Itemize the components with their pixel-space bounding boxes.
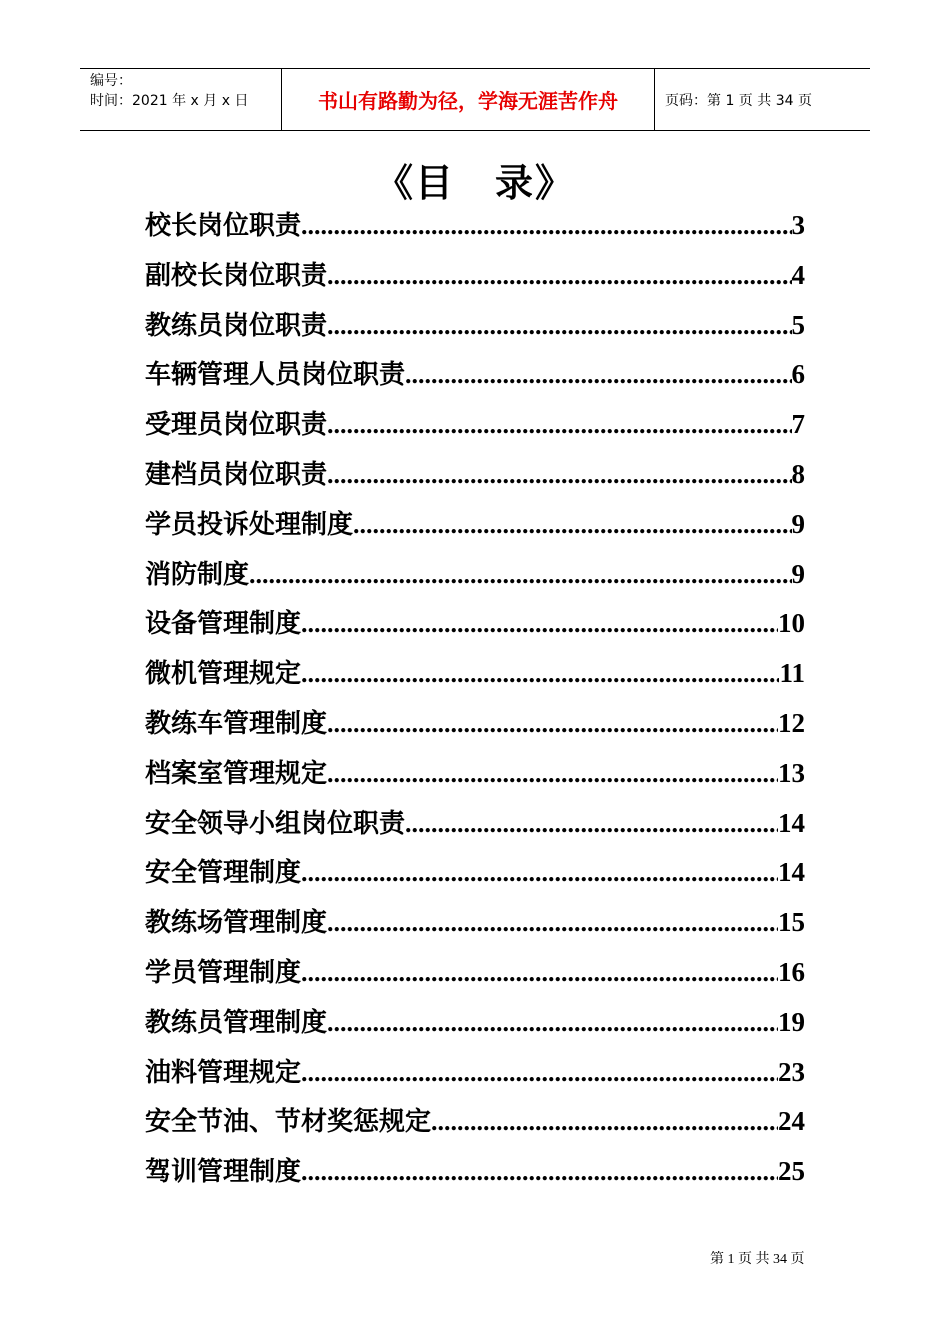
toc-entry-page: 14 <box>778 857 805 888</box>
toc-entry-page: 6 <box>791 359 805 390</box>
page-footer: 第 1 页 共 34 页 <box>710 1252 805 1267</box>
toc-entry-label: 教练员岗位职责 <box>145 310 328 341</box>
toc-entry[interactable] <box>145 504 805 554</box>
toc-entry-page: 13 <box>778 757 805 788</box>
toc-leader-dots <box>353 510 791 540</box>
toc-leader-dots <box>327 460 791 490</box>
toc-leader-dots <box>327 311 791 341</box>
toc-entry[interactable] <box>145 1052 805 1102</box>
toc-leader-dots <box>249 560 791 590</box>
toc-entry-label: 档案室管理规定 <box>145 758 328 789</box>
toc-entry-page: 19 <box>778 1006 805 1037</box>
toc-entry-page: 9 <box>791 558 805 589</box>
toc-entry-page: 7 <box>791 409 805 440</box>
toc-entry-label: 教练场管理制度 <box>145 908 328 939</box>
toc-leader-dots <box>301 1058 778 1088</box>
toc-leader-dots <box>327 709 778 739</box>
toc-entry-page: 12 <box>778 707 805 738</box>
toc-entry-page: 24 <box>778 1106 805 1137</box>
toc-entry-page: 11 <box>779 658 805 689</box>
toc-leader-dots <box>327 261 791 291</box>
toc-entry-label: 安全节油、节材奖惩规定 <box>145 1107 432 1138</box>
toc-entry-page: 14 <box>778 807 805 838</box>
toc-leader-dots <box>327 1008 778 1038</box>
number-label: 编号： <box>90 73 132 89</box>
toc-entry-page: 23 <box>778 1056 805 1087</box>
toc-entry-label: 油料管理规定 <box>145 1057 302 1088</box>
toc-entry-page: 15 <box>778 907 805 938</box>
toc-entry[interactable] <box>145 852 805 902</box>
table-of-contents <box>145 205 805 1201</box>
toc-entry[interactable] <box>145 753 805 803</box>
toc-leader-dots <box>301 1157 778 1187</box>
toc-leader-dots <box>327 908 778 938</box>
toc-leader-dots <box>301 659 779 689</box>
toc-entry-label: 教练车管理制度 <box>145 708 328 739</box>
toc-entry-label: 微机管理规定 <box>145 659 302 690</box>
toc-entry-page: 4 <box>791 259 805 290</box>
toc-leader-dots <box>327 759 778 789</box>
toc-entry[interactable] <box>145 305 805 355</box>
toc-leader-dots <box>301 858 778 888</box>
toc-entry-page: 9 <box>791 508 805 539</box>
toc-leader-dots <box>301 958 778 988</box>
header-page-info: 页码：第 1 页 共 34 页 <box>665 92 812 109</box>
toc-entry-label: 设备管理制度 <box>145 609 302 640</box>
toc-entry[interactable] <box>145 952 805 1002</box>
document-header <box>80 68 870 131</box>
toc-entry[interactable] <box>145 554 805 604</box>
toc-entry-label: 学员投诉处理制度 <box>145 509 354 540</box>
toc-leader-dots <box>327 410 791 440</box>
toc-entry[interactable] <box>145 1151 805 1201</box>
toc-entry[interactable] <box>145 653 805 703</box>
toc-entry[interactable] <box>145 902 805 952</box>
toc-entry-page: 10 <box>778 608 805 639</box>
toc-entry[interactable] <box>145 354 805 404</box>
toc-title: 《目 录》 <box>374 161 575 205</box>
toc-entry[interactable] <box>145 703 805 753</box>
toc-entry-page: 8 <box>791 458 805 489</box>
toc-entry-label: 校长岗位职责 <box>145 211 302 241</box>
toc-entry-label: 建档员岗位职责 <box>145 459 328 490</box>
toc-entry-label: 车辆管理人员岗位职责 <box>145 360 406 391</box>
toc-entry[interactable] <box>145 1002 805 1052</box>
toc-entry-page: 5 <box>791 309 805 340</box>
toc-leader-dots <box>301 609 778 639</box>
toc-leader-dots <box>405 360 791 390</box>
toc-entry-page: 25 <box>778 1156 805 1187</box>
toc-entry-label: 教练员管理制度 <box>145 1007 328 1038</box>
time-label: 时间：2021 年 x 月 x 日 <box>90 93 249 109</box>
toc-entry-label: 副校长岗位职责 <box>145 260 328 291</box>
toc-entry-label: 学员管理制度 <box>145 957 302 988</box>
toc-entry-page: 3 <box>791 210 805 240</box>
toc-entry[interactable] <box>145 803 805 853</box>
toc-entry-label: 驾训管理制度 <box>145 1157 302 1188</box>
toc-entry-label: 安全管理制度 <box>145 858 302 889</box>
toc-entry-label: 受理员岗位职责 <box>145 410 328 441</box>
toc-entry[interactable] <box>145 1101 805 1151</box>
toc-leader-dots <box>405 809 778 839</box>
toc-entry-label: 消防制度 <box>145 559 250 590</box>
toc-leader-dots <box>431 1107 778 1137</box>
toc-entry[interactable] <box>145 205 805 255</box>
toc-entry-label: 安全领导小组岗位职责 <box>145 808 406 839</box>
toc-entry[interactable] <box>145 603 805 653</box>
header-meta-cell <box>80 69 282 130</box>
toc-entry[interactable] <box>145 255 805 305</box>
toc-entry[interactable] <box>145 454 805 504</box>
toc-leader-dots <box>301 211 791 241</box>
toc-entry[interactable] <box>145 404 805 454</box>
toc-entry-page: 16 <box>778 956 805 987</box>
header-motto: 书山有路勤为径，学海无涯苦作舟 <box>282 69 655 130</box>
